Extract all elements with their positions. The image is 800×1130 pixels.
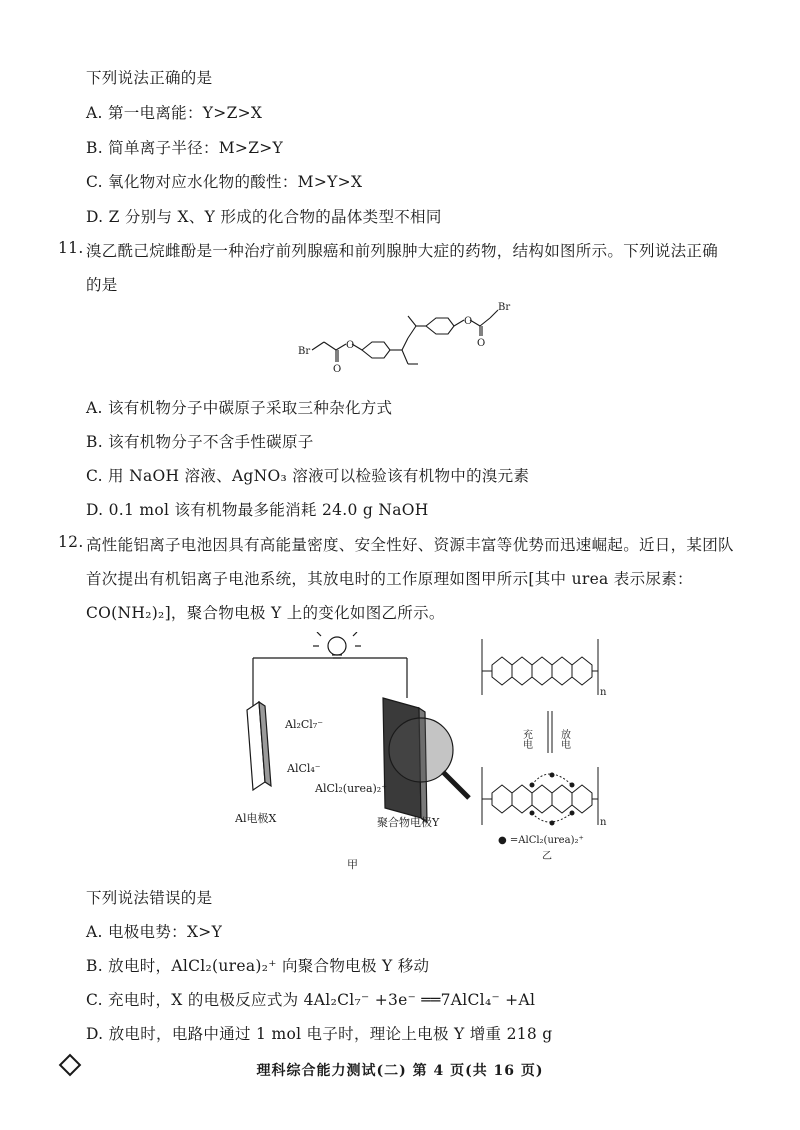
o-right2-label: O: [477, 338, 486, 349]
q11-option-b: B. 该有机物分子不含手性碳原子: [86, 433, 314, 451]
q11-stem-line1: 溴乙酰己烷雌酚是一种治疗前列腺癌和前列腺肿大症的药物，结构如图所示。下列说法正确: [86, 242, 719, 260]
o-left-label: O: [346, 340, 355, 351]
fig-jia-caption: 甲: [347, 858, 358, 871]
q11-number: 11.: [58, 239, 84, 257]
charge-label: 充电: [520, 729, 532, 749]
q11-option-a: A. 该有机物分子中碳原子采取三种杂化方式: [86, 399, 393, 417]
q12-option-b: B. 放电时，AlCl₂(urea)₂⁺ 向聚合物电极 Y 移动: [86, 957, 430, 975]
q11-option-d: D. 0.1 mol 该有机物最多能消耗 24.0 g NaOH: [86, 501, 429, 519]
q11-structure-diagram: [290, 298, 520, 380]
label-al2cl7: Al₂Cl₇⁻: [285, 718, 324, 731]
q12-stem-after: 下列说法错误的是: [86, 889, 213, 907]
q11-option-c: C. 用 NaOH 溶液、AgNO₃ 溶液可以检验该有机物中的溴元素: [86, 467, 530, 485]
q12-option-d: D. 放电时，电路中通过 1 mol 电子时，理论上电极 Y 增重 218 g: [86, 1025, 553, 1043]
q10-option-a: A. 第一电离能：Y>Z>X: [86, 104, 263, 122]
electrode-y-label: 聚合物电极Y: [377, 816, 440, 829]
electrode-x-label: Al电极X: [235, 812, 277, 825]
discharge-label: 放电: [558, 729, 570, 749]
q12-option-a: A. 电极电势：X>Y: [86, 923, 223, 941]
br-right-label: Br: [498, 302, 511, 313]
o-left2-label: O: [333, 364, 342, 375]
q12-stem-line1: 高性能铝离子电池因具有高能量密度、安全性好、资源丰富等优势而迅速崛起。近日，某团队: [86, 536, 734, 554]
q10-option-b: B. 简单离子半径：M>Z>Y: [86, 139, 284, 157]
o-right-label: O: [464, 316, 473, 327]
subscript-n-bottom: n: [600, 817, 607, 828]
q10-option-d: D. Z 分别与 X、Y 形成的化合物的晶体类型不相同: [86, 208, 442, 226]
fig-yi-legend: ● =AlCl₂(urea)₂⁺: [498, 835, 584, 846]
label-alcl4: AlCl₄⁻: [287, 762, 321, 775]
figure-jia: [235, 632, 475, 872]
subscript-n-top: n: [600, 687, 607, 698]
figure-yi: [478, 635, 623, 860]
q12-option-c: C. 充电时，X 的电极反应式为 4Al₂Cl₇⁻ +3e⁻ ══7AlCl₄⁻ +Al: [86, 991, 536, 1009]
q12-stem-line2: 首次提出有机铝离子电池系统，其放电时的工作原理如图甲所示[其中 urea 表示尿素：: [86, 570, 693, 588]
page-footer: 理科综合能力测试(二) 第 4 页(共 16 页): [256, 1063, 544, 1079]
q10-option-c: C. 氧化物对应水化物的酸性：M>Y>X: [86, 173, 363, 191]
q12-stem-line3: CO(NH₂)₂]，聚合物电极 Y 上的变化如图乙所示。: [86, 604, 445, 622]
q12-number: 12.: [58, 533, 84, 551]
q11-stem-line2: 的是: [86, 276, 118, 294]
label-alcl2urea: AlCl₂(urea)₂⁺: [315, 782, 388, 795]
br-left-label: Br: [298, 346, 311, 357]
q10-stem: 下列说法正确的是: [86, 69, 213, 87]
fig-yi-caption: 乙: [542, 851, 552, 860]
